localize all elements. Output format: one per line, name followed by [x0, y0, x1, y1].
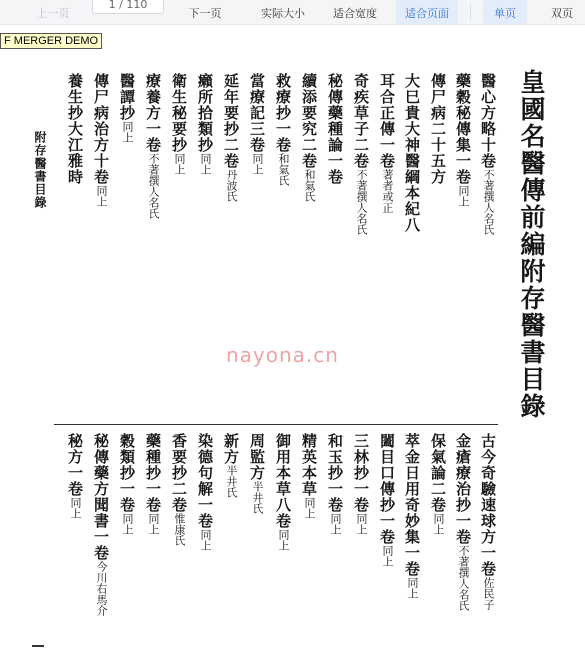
actual-size-button[interactable] [252, 0, 314, 24]
upper-entry [247, 73, 268, 175]
lower-entry-note: 同上 [303, 497, 316, 519]
upper-entry [478, 73, 499, 235]
double-page-label: 双页 [551, 7, 573, 20]
page-number-input[interactable] [92, 0, 164, 14]
lower-entry-note: 半井氏 [251, 481, 264, 514]
upper-entry [169, 73, 190, 175]
lower-entry-note: 同上 [277, 529, 290, 551]
single-page-label: 单页 [494, 7, 516, 20]
viewer-toolbar [0, 0, 585, 25]
upper-entry-main: 續添要究二卷 [300, 73, 318, 169]
upper-entry [453, 73, 474, 207]
lower-entry [453, 433, 474, 611]
upper-entry-note: 著者或正 [381, 169, 394, 213]
lower-entry [273, 433, 294, 551]
upper-entry-main: 醫心方略十卷 [479, 73, 497, 169]
upper-entry-note: 和氣氏 [303, 169, 316, 202]
upper-entry-main: 醫譚抄 [118, 73, 136, 121]
lower-entry-main: 周監方 [248, 433, 266, 481]
upper-entry [325, 73, 346, 185]
page-edge-mark [32, 645, 44, 647]
upper-entry [428, 73, 449, 185]
upper-entry [195, 73, 216, 175]
document-title: 皇國名醫傳前編附存醫書目錄 [517, 69, 546, 420]
upper-entry [377, 73, 398, 213]
double-page-button[interactable] [540, 0, 584, 24]
lower-entry-main: 三林抄一卷 [352, 433, 370, 513]
lower-entry-main: 精英本草 [300, 433, 318, 497]
lower-entry-note: 同上 [121, 513, 134, 535]
lower-entry [377, 433, 398, 567]
lower-entry [117, 433, 138, 535]
lower-entry-note: 佐民子 [482, 577, 495, 610]
prev-page-label: 上一页 [36, 7, 70, 20]
upper-entry-note: 和氣氏 [277, 153, 290, 186]
upper-entry-note: 丹波氏 [225, 169, 238, 202]
lower-entry-note: 同上 [329, 513, 342, 535]
lower-entry-note: 半井氏 [225, 465, 238, 498]
fit-width-label: 适合宽度 [333, 7, 377, 20]
upper-entry-main: 療養方一卷 [144, 73, 162, 153]
upper-entry-note: 同上 [457, 185, 470, 207]
upper-entry-main: 秘傳藥種論一卷 [326, 73, 344, 185]
lower-entry-main: 香要抄二卷 [170, 433, 188, 513]
upper-entry [117, 73, 138, 143]
lower-entry-note: 同上 [199, 529, 212, 551]
upper-entry [65, 73, 86, 185]
upper-entry-main: 藥穀秘傳集一卷 [454, 73, 472, 185]
upper-entry-note: 不著撰人名氏 [147, 153, 160, 219]
lower-entry-note: 同上 [147, 513, 160, 535]
lower-entry-main: 保氣論二卷 [429, 433, 447, 513]
page-indicator: 1 / 110 [108, 0, 148, 11]
upper-entry [402, 73, 423, 233]
next-page-label: 下一页 [188, 7, 222, 20]
lower-entry-main: 古今奇驗速球方一卷 [479, 433, 497, 577]
lower-entry [247, 433, 268, 514]
lower-entry [325, 433, 346, 535]
lower-entry-note: 同上 [406, 577, 419, 599]
upper-entry-note: 不著撰人名氏 [355, 169, 368, 235]
actual-size-label: 实际大小 [261, 7, 305, 20]
lower-entry [143, 433, 164, 535]
lower-entry-main: 金瘡療治抄一卷 [454, 433, 472, 545]
document-page [0, 25, 585, 664]
upper-entry-main: 奇疾草子二卷 [352, 73, 370, 169]
upper-entry [91, 73, 112, 207]
lower-entry [195, 433, 216, 551]
lower-entry [65, 433, 86, 519]
upper-entry-note: 不著撰人名氏 [482, 169, 495, 235]
page-footer-label: 附存醫書目錄 [33, 131, 47, 209]
lower-entry [478, 433, 499, 610]
lower-entry-main: 和玉抄一卷 [326, 433, 344, 513]
lower-entry-main: 新方 [222, 433, 240, 465]
lower-entry-note: 不著撰人名氏 [457, 545, 470, 611]
lower-entry-main: 秘傳藥方聞書一卷 [92, 433, 110, 561]
upper-entry-main: 傳尸病治方十卷 [92, 73, 110, 185]
lower-entry-main: 秘方一卷 [66, 433, 84, 497]
upper-entry-main: 養生抄大江雅時 [66, 73, 84, 185]
lower-entry-main: 藥種抄一卷 [144, 433, 162, 513]
upper-entry-main: 延年要抄二卷 [222, 73, 240, 169]
lower-entry-main: 萃金日用奇妙集一卷 [403, 433, 421, 577]
upper-entry-main: 大巳貴大神醫綱本紀八 [403, 73, 421, 233]
lower-entry-main: 染德句解一卷 [196, 433, 214, 529]
prev-page-button[interactable] [28, 0, 78, 24]
upper-entry-main: 救療抄一卷 [274, 73, 292, 153]
lower-entry-note: 今川右馬介 [95, 561, 108, 616]
single-page-button[interactable] [483, 0, 527, 24]
site-watermark: nayona.cn [226, 343, 339, 367]
upper-entry-note: 同上 [121, 121, 134, 143]
lower-entry [428, 433, 449, 535]
lower-entry-main: 闔目口傳抄一卷 [378, 433, 396, 545]
upper-entry-main: 耳合正傳一卷 [378, 73, 396, 169]
upper-entry [299, 73, 320, 202]
upper-entry-note: 同上 [251, 153, 264, 175]
upper-entry-main: 衛生秘要抄 [170, 73, 188, 153]
lower-entry-main: 穀類抄一卷 [118, 433, 136, 513]
lower-entry [169, 433, 190, 546]
lower-entry [221, 433, 242, 498]
lower-entry-main: 御用本草八卷 [274, 433, 292, 529]
upper-entry [351, 73, 372, 235]
lower-entry-note: 同上 [355, 513, 368, 535]
upper-entry-note: 同上 [95, 185, 108, 207]
upper-entry [221, 73, 242, 202]
lower-entry [299, 433, 320, 519]
lower-entry [351, 433, 372, 535]
fit-width-button[interactable] [324, 0, 386, 24]
lower-entry [402, 433, 423, 599]
toolbar-divider [470, 3, 471, 21]
fit-page-button[interactable] [396, 0, 458, 24]
upper-entry-note: 同上 [199, 153, 212, 175]
register-divider [54, 424, 498, 425]
upper-entry-note: 同上 [173, 153, 186, 175]
upper-entry [273, 73, 294, 186]
lower-entry-note: 同上 [381, 545, 394, 567]
upper-entry-main: 傳尸病二十五方 [429, 73, 447, 185]
upper-entry [143, 73, 164, 219]
next-page-button[interactable] [180, 0, 230, 24]
lower-entry-note: 同上 [432, 513, 445, 535]
lower-entry [91, 433, 112, 616]
upper-entry-main: 當療記三卷 [248, 73, 266, 153]
fit-page-label: 适合页面 [405, 7, 449, 20]
lower-entry-note: 惟康氏 [173, 513, 186, 546]
upper-entry-main: 癩所拾類抄 [196, 73, 214, 153]
lower-entry-note: 同上 [69, 497, 82, 519]
demo-watermark-label: F MERGER DEMO [0, 33, 102, 49]
